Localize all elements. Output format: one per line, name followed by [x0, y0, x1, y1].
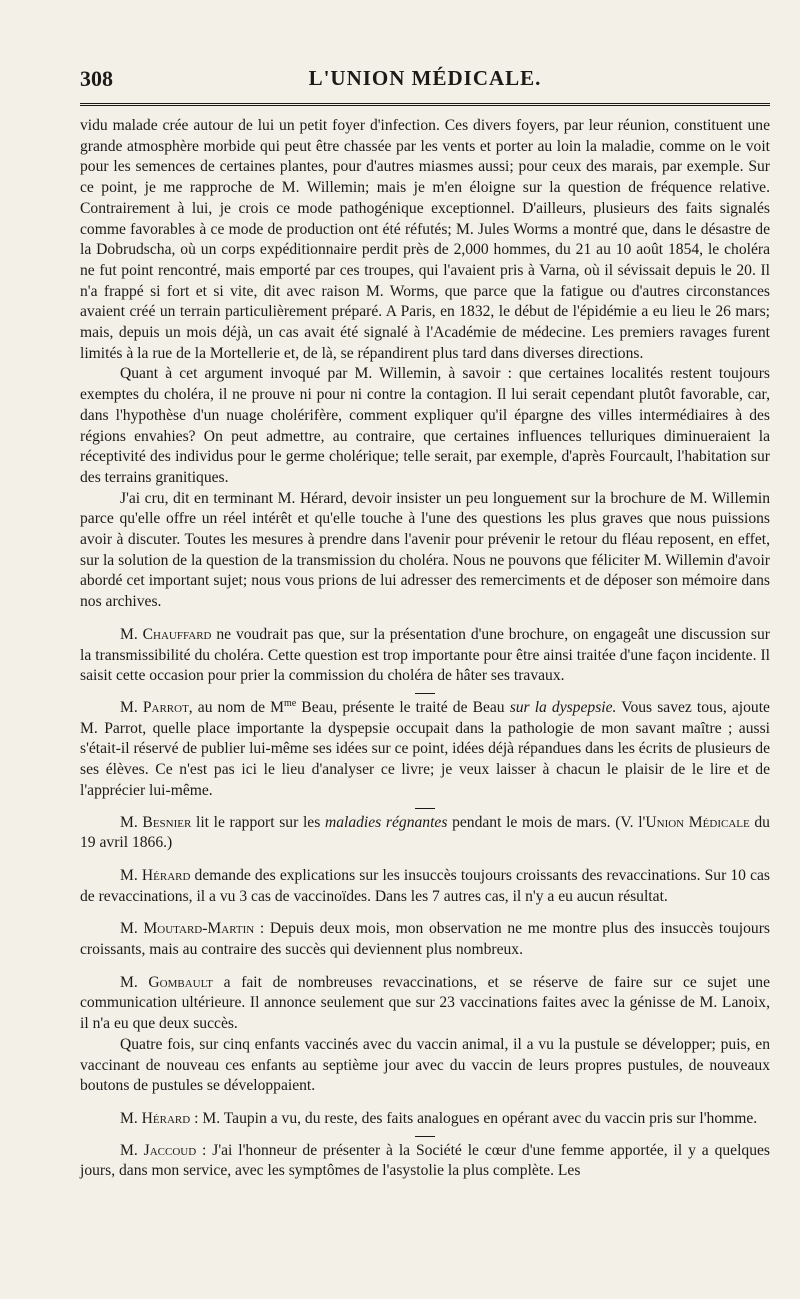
separator [415, 693, 435, 694]
speaker-name: M. Hérard [120, 1109, 191, 1127]
paragraph-text: , au nom de M [188, 698, 285, 716]
report-title: maladies régnantes [324, 813, 448, 831]
paragraph-text: Beau, présente le traité de Beau [296, 698, 510, 716]
paragraph [80, 698, 770, 802]
paragraph-text: du 19 avril 1866.) [80, 813, 770, 852]
speaker-name: M. Chauffard [120, 625, 212, 643]
speaker-name: M. Jaccoud [120, 1141, 197, 1159]
paragraph: J'ai cru, dit en terminant M. Hérard, devoir insister un peu longuement sur la brochure de M. Willemin parce qu'elle offre un réel intérêt et qu'elle touche à l'une des questions les plus graves que nous puissions avoir à discuter. Toutes les mesures à prendre dans l'avenir pour prévenir le retour du fléau reposent, en effet, sur la solution de la question de la transmission du choléra. Nous ne pouvons que féliciter M. Willemin d'avoir abordé cet important sujet; nous vous prions de lui adresser des remerciments et de déposer son mémoire dans nos archives. [80, 489, 770, 611]
paragraph: Quatre fois, sur cinq enfants vaccinés avec du vaccin animal, il a vu la pustule se développer; puis, en vaccinant de nouveau ces enfants au septième jour avec du vaccin de leurs propres pustules, de nouveaux boutons de pustules se développaient. [80, 1035, 770, 1095]
speaker-name: M. Besnier [120, 813, 192, 831]
paragraph-text: pendant le mois de mars. (V. l' [447, 813, 646, 831]
paragraph [80, 813, 770, 854]
speaker-name: M. Parrot [120, 698, 189, 716]
page-number: 308 [80, 66, 113, 91]
paragraph [80, 1141, 770, 1182]
paragraph-text: ne voudrait pas que, sur la présentation d'une brochure, on engageât une discussion sur la transmissibilité du choléra. Cette question est trop importante pour être ainsi traitée d'une façon incidente. Il saisit cette occasion pour prier la commission du choléra de hâter ses travaux. [80, 625, 770, 685]
paragraph-text: demande des explications sur les insuccès toujours croissants des revaccinations. Sur 10 cas de revaccinations, il a vu 3 cas de vaccinoïdes. Dans les 7 autres cas, il n'y a eu aucun résultat. [80, 866, 770, 905]
speaker-name: M. Moutard-Martin [120, 920, 255, 938]
separator [415, 808, 435, 809]
paragraph-text: : M. Taupin a vu, du reste, des faits analogues en opérant avec du vaccin pris sur l'homme. [190, 1109, 758, 1127]
book-title: sur la dyspepsie. [509, 698, 617, 716]
speaker-name: M. Gombault [120, 973, 214, 991]
paragraph [80, 1109, 770, 1130]
paragraph-text: : Depuis deux mois, mon observation ne me montre plus des insuccès toujours croissants, mais au contraire des succès qui deviennent plus nombreux. [80, 920, 770, 959]
running-title: L'UNION MÉDICALE. [308, 66, 542, 90]
separator [415, 1136, 435, 1137]
paragraph [80, 866, 770, 907]
paragraph: Quant à cet argument invoqué par M. Willemin, à savoir : que certaines localités restent toujours exemptes du choléra, il ne prouve ni pour ni contre la contagion. Il lui serait cependant plutôt favorable, car, dans l'hypothèse d'un nuage cholérifère, comment expliquer qu'il épargne des villes intermédiaires à des régions envahies? On peut admettre, au contraire, que certaines influences telluriques diminueraient la réceptivité des individus pour le germe cholérique; telle serait, par exemple, d'après Fourcault, l'habitation sur des terrains granitiques. [80, 365, 770, 486]
paragraph-text: : J'ai l'honneur de présenter à la Société le cœur d'une femme apportée, il y a quelques jours, dans mon service, avec les symptômes de l'asystolie la plus complète. Les [80, 1141, 770, 1180]
paragraph-text: Vous savez tous, ajoute M. Parrot, quelle place importante la dyspepsie occupait dans la pathologie de mon savant maître ; aussi s'était-il réservé de publier lui-même ses idées sur ce point, idées déjà répandues dans les écrits de plusieurs de ses élèves. Ce n'est pas ici le lieu d'analyser ce livre; je veux laisser à chacun le plaisir de le lire et de l'apprécier lui-même. [80, 698, 771, 799]
speaker-name: M. Hérard [120, 866, 191, 884]
paragraph [80, 919, 770, 960]
paragraph [80, 625, 770, 687]
page-header [80, 66, 770, 94]
body-text [80, 116, 770, 1182]
paragraph-text: a fait de nombreuses revaccinations, et se réserve de faire sur ce sujet une communication ultérieure. Il annonce seulement que sur 23 vaccinations faites avec la génisse de M. Lanoix, il n'a eu que deux succès. [80, 973, 770, 1033]
journal-name: Union Médicale [645, 813, 750, 831]
paragraph-text: lit le rapport sur les [191, 813, 325, 831]
paragraph [80, 973, 770, 1035]
paragraph: vidu malade crée autour de lui un petit foyer d'infection. Ces divers foyers, par leur réunion, constituent une grande atmosphère morbide qui peut être chassée par les vents et porter au loin la maladie, comme on le voit pour les semences de certaines plantes, pour d'autres miasmes aussi; pour ceux des marais, par exemple. Sur ce point, je me rapproche de M. Willemin; mais je m'en éloigne sur la question de fréquence relative. Contrairement à lui, je crois ce mode pathogénique exceptionnel. D'ailleurs, plusieurs des faits signalés comme favorables à ce mode de production ont été réfutés; M. Jules Worms a montré que, dans le désastre de la Dobrudscha, où un corps expéditionnaire perdit près de 2,000 hommes, du 21 au 10 août 1854, le choléra ne fut point rencontré, mais emporté par ces troupes, qui l'avaient pris à Varna, où il sévissait depuis le 20. Il n'a frappé si fort et si vite, dit avec raison M. Worms, que parce que la fatigue ou d'autres circonstances avaient créé un terrain particulièrement préparé. A Paris, en 1832, le début de l'épidémie a eu lieu le 26 mars; mais, depuis un mois déjà, un cas avait été signalé à l'Académie de médecine. Les premiers ravages furent limités à la rue de la Mortellerie et, de là, se répandirent plus tard dans diverses directions. [80, 117, 770, 362]
header-rule [80, 103, 770, 106]
superscript: me [284, 697, 297, 709]
